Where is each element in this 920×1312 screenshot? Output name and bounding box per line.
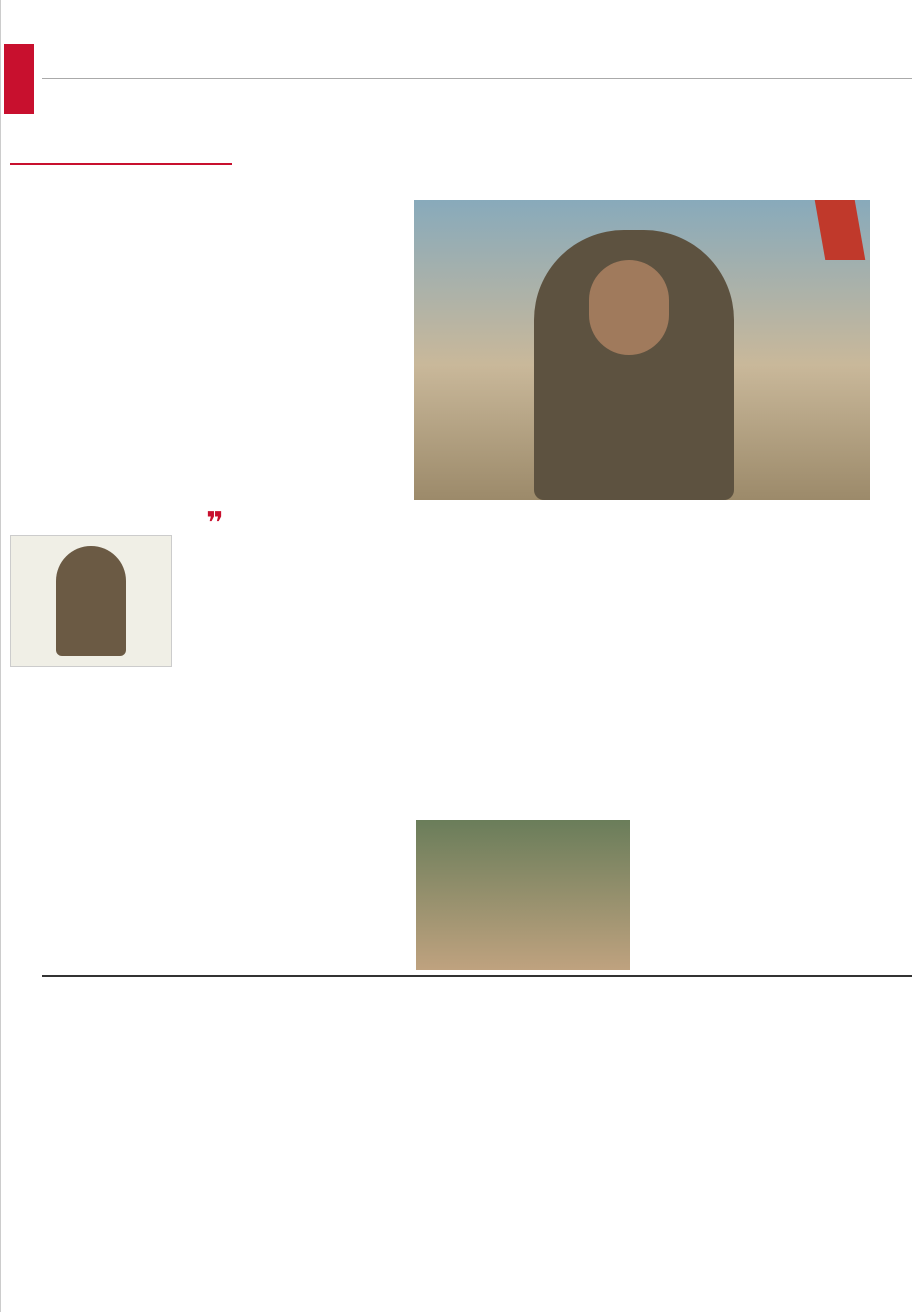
sidebar-column-1: [10, 204, 120, 504]
crossword-clues: [416, 1040, 606, 1046]
article-column-4: [282, 202, 408, 966]
funeral-photo: [416, 820, 630, 970]
crossword-grid[interactable]: [616, 1012, 886, 1306]
sudoku-grid[interactable]: [6, 1008, 156, 1158]
sidebar-column-3: [10, 676, 232, 966]
sidebar-column-2: [122, 204, 232, 504]
article-column-2: [655, 516, 775, 966]
mini-crossword-grid: [10, 1162, 246, 1307]
section-logo: [372, 10, 492, 72]
sidebar-header: [10, 149, 232, 165]
quote-mark-icon: ❞: [206, 506, 224, 541]
photo-flag: [815, 200, 866, 260]
puzzle-section-bar: [42, 975, 912, 991]
sidebar-photo-figure: [56, 546, 126, 656]
sidebar-photo: [10, 535, 172, 667]
photo-face: [589, 260, 669, 355]
newspaper-logo: [4, 44, 34, 114]
article-column-3: [522, 516, 642, 816]
article-column-1: [788, 256, 908, 966]
